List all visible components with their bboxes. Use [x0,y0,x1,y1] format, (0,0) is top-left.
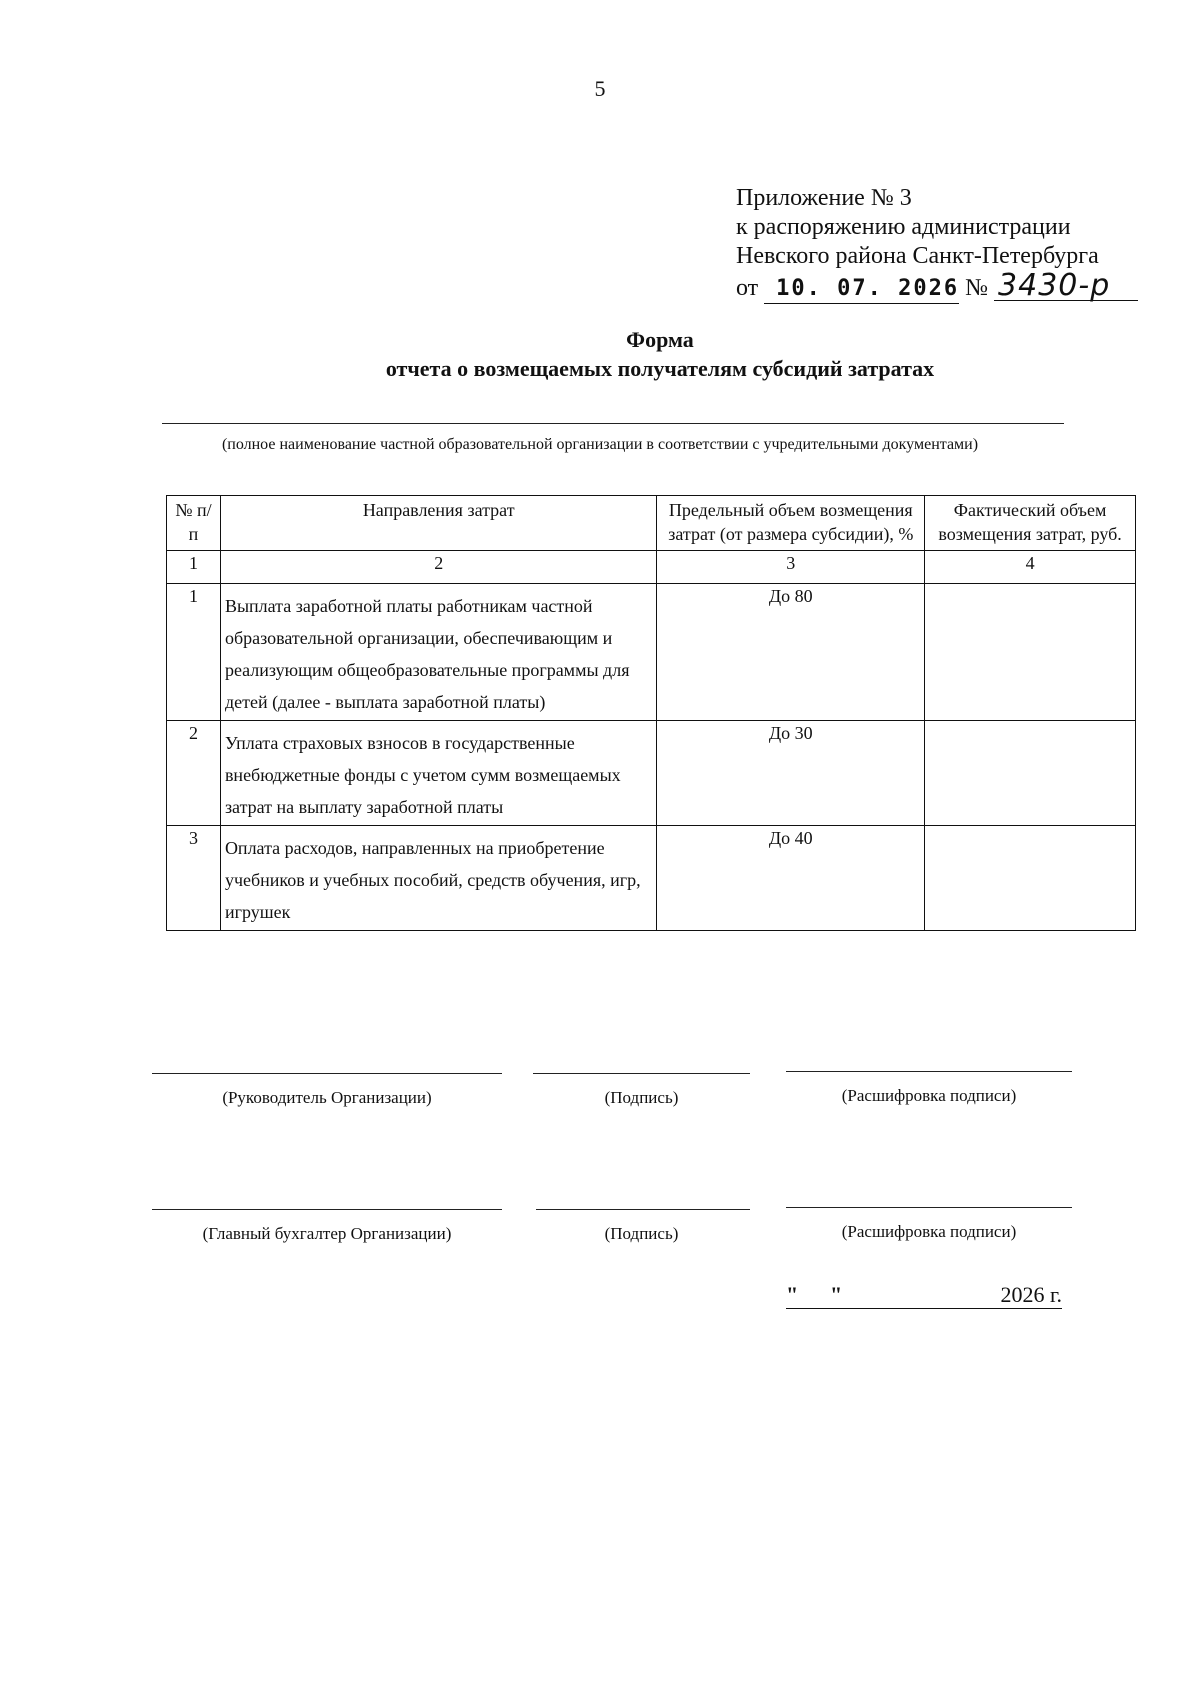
row-direction: Оплата расходов, направленных на приобретение учебников и учебных пособий, средств обучения, игр, игрушек [220,826,657,931]
column-number: 1 [167,551,221,584]
head-signature-line [533,1073,750,1074]
row-limit: До 80 [657,584,925,721]
costs-report-table [166,495,1136,931]
table-row [167,826,1136,931]
header-limit: Предельный объем возмещения затрат (от размера субсидии), % [657,496,925,551]
head-caption: (Руководитель Организации) [222,1088,432,1107]
accountant-signature-caption: (Подпись) [604,1224,679,1243]
order-number-handwritten: 3430-р [994,271,1138,301]
header-actual: Фактический объем возмещения затрат, руб. [925,496,1136,551]
date-prefix: от [736,275,759,301]
form-subtitle: отчета о возмещаемых получателям субсидий затратах [385,356,935,381]
appendix-line-2: к распоряжению администрации [736,214,1071,240]
accountant-name-line [152,1209,502,1210]
row-actual [925,826,1136,931]
column-number-row [167,551,1136,584]
table-header-row [167,496,1136,551]
accountant-signature-line [536,1209,750,1210]
row-limit: До 30 [657,721,925,826]
head-signature-caption: (Подпись) [604,1088,679,1107]
number-prefix: № [965,275,989,301]
row-direction: Выплата заработной платы работникам частной образовательной организации, обеспечивающим и реализующим общеобразовательные программы для детей (далее - выплата заработной платы) [220,584,657,721]
head-transcript-caption: (Расшифровка подписи) [841,1086,1017,1105]
row-direction: Уплата страховых взносов в государственные внебюджетные фонды с учетом сумм возмещаемых затрат на выплату заработной платы [220,721,657,826]
table-row [167,584,1136,721]
appendix-line-1: Приложение № 3 [736,185,912,211]
report-date-line [786,1282,1062,1309]
appendix-header [736,184,1138,304]
header-direction: Направления затрат [220,496,657,551]
appendix-line-3: Невского района Санкт-Петербурга [736,243,1099,269]
row-num: 2 [167,721,221,826]
head-name-line [152,1073,502,1074]
page-number: 5 [594,76,606,101]
form-title: Форма [626,327,694,352]
accountant-transcript-caption: (Расшифровка подписи) [841,1222,1017,1241]
header-num: № п/п [167,496,221,551]
column-number: 2 [220,551,657,584]
row-num: 3 [167,826,221,931]
column-number: 4 [925,551,1136,584]
date-open-quote: " [786,1282,799,1307]
head-transcript-line [786,1071,1072,1072]
column-number: 3 [657,551,925,584]
org-name-caption: (полное наименование частной образовательной организации в соответствии с учредительными документами) [221,436,979,453]
table-row [167,721,1136,826]
row-limit: До 40 [657,826,925,931]
accountant-caption: (Главный бухгалтер Организации) [202,1224,452,1243]
date-year: 2026 г. [1000,1282,1062,1307]
appendix-date-number-line [736,268,1138,304]
date-close-quote: " [830,1282,843,1307]
accountant-transcript-line [786,1207,1072,1208]
row-actual [925,721,1136,826]
order-date-stamp: 10. 07. 2026 [764,274,959,304]
row-num: 1 [167,584,221,721]
row-actual [925,584,1136,721]
org-name-line [162,423,1064,424]
